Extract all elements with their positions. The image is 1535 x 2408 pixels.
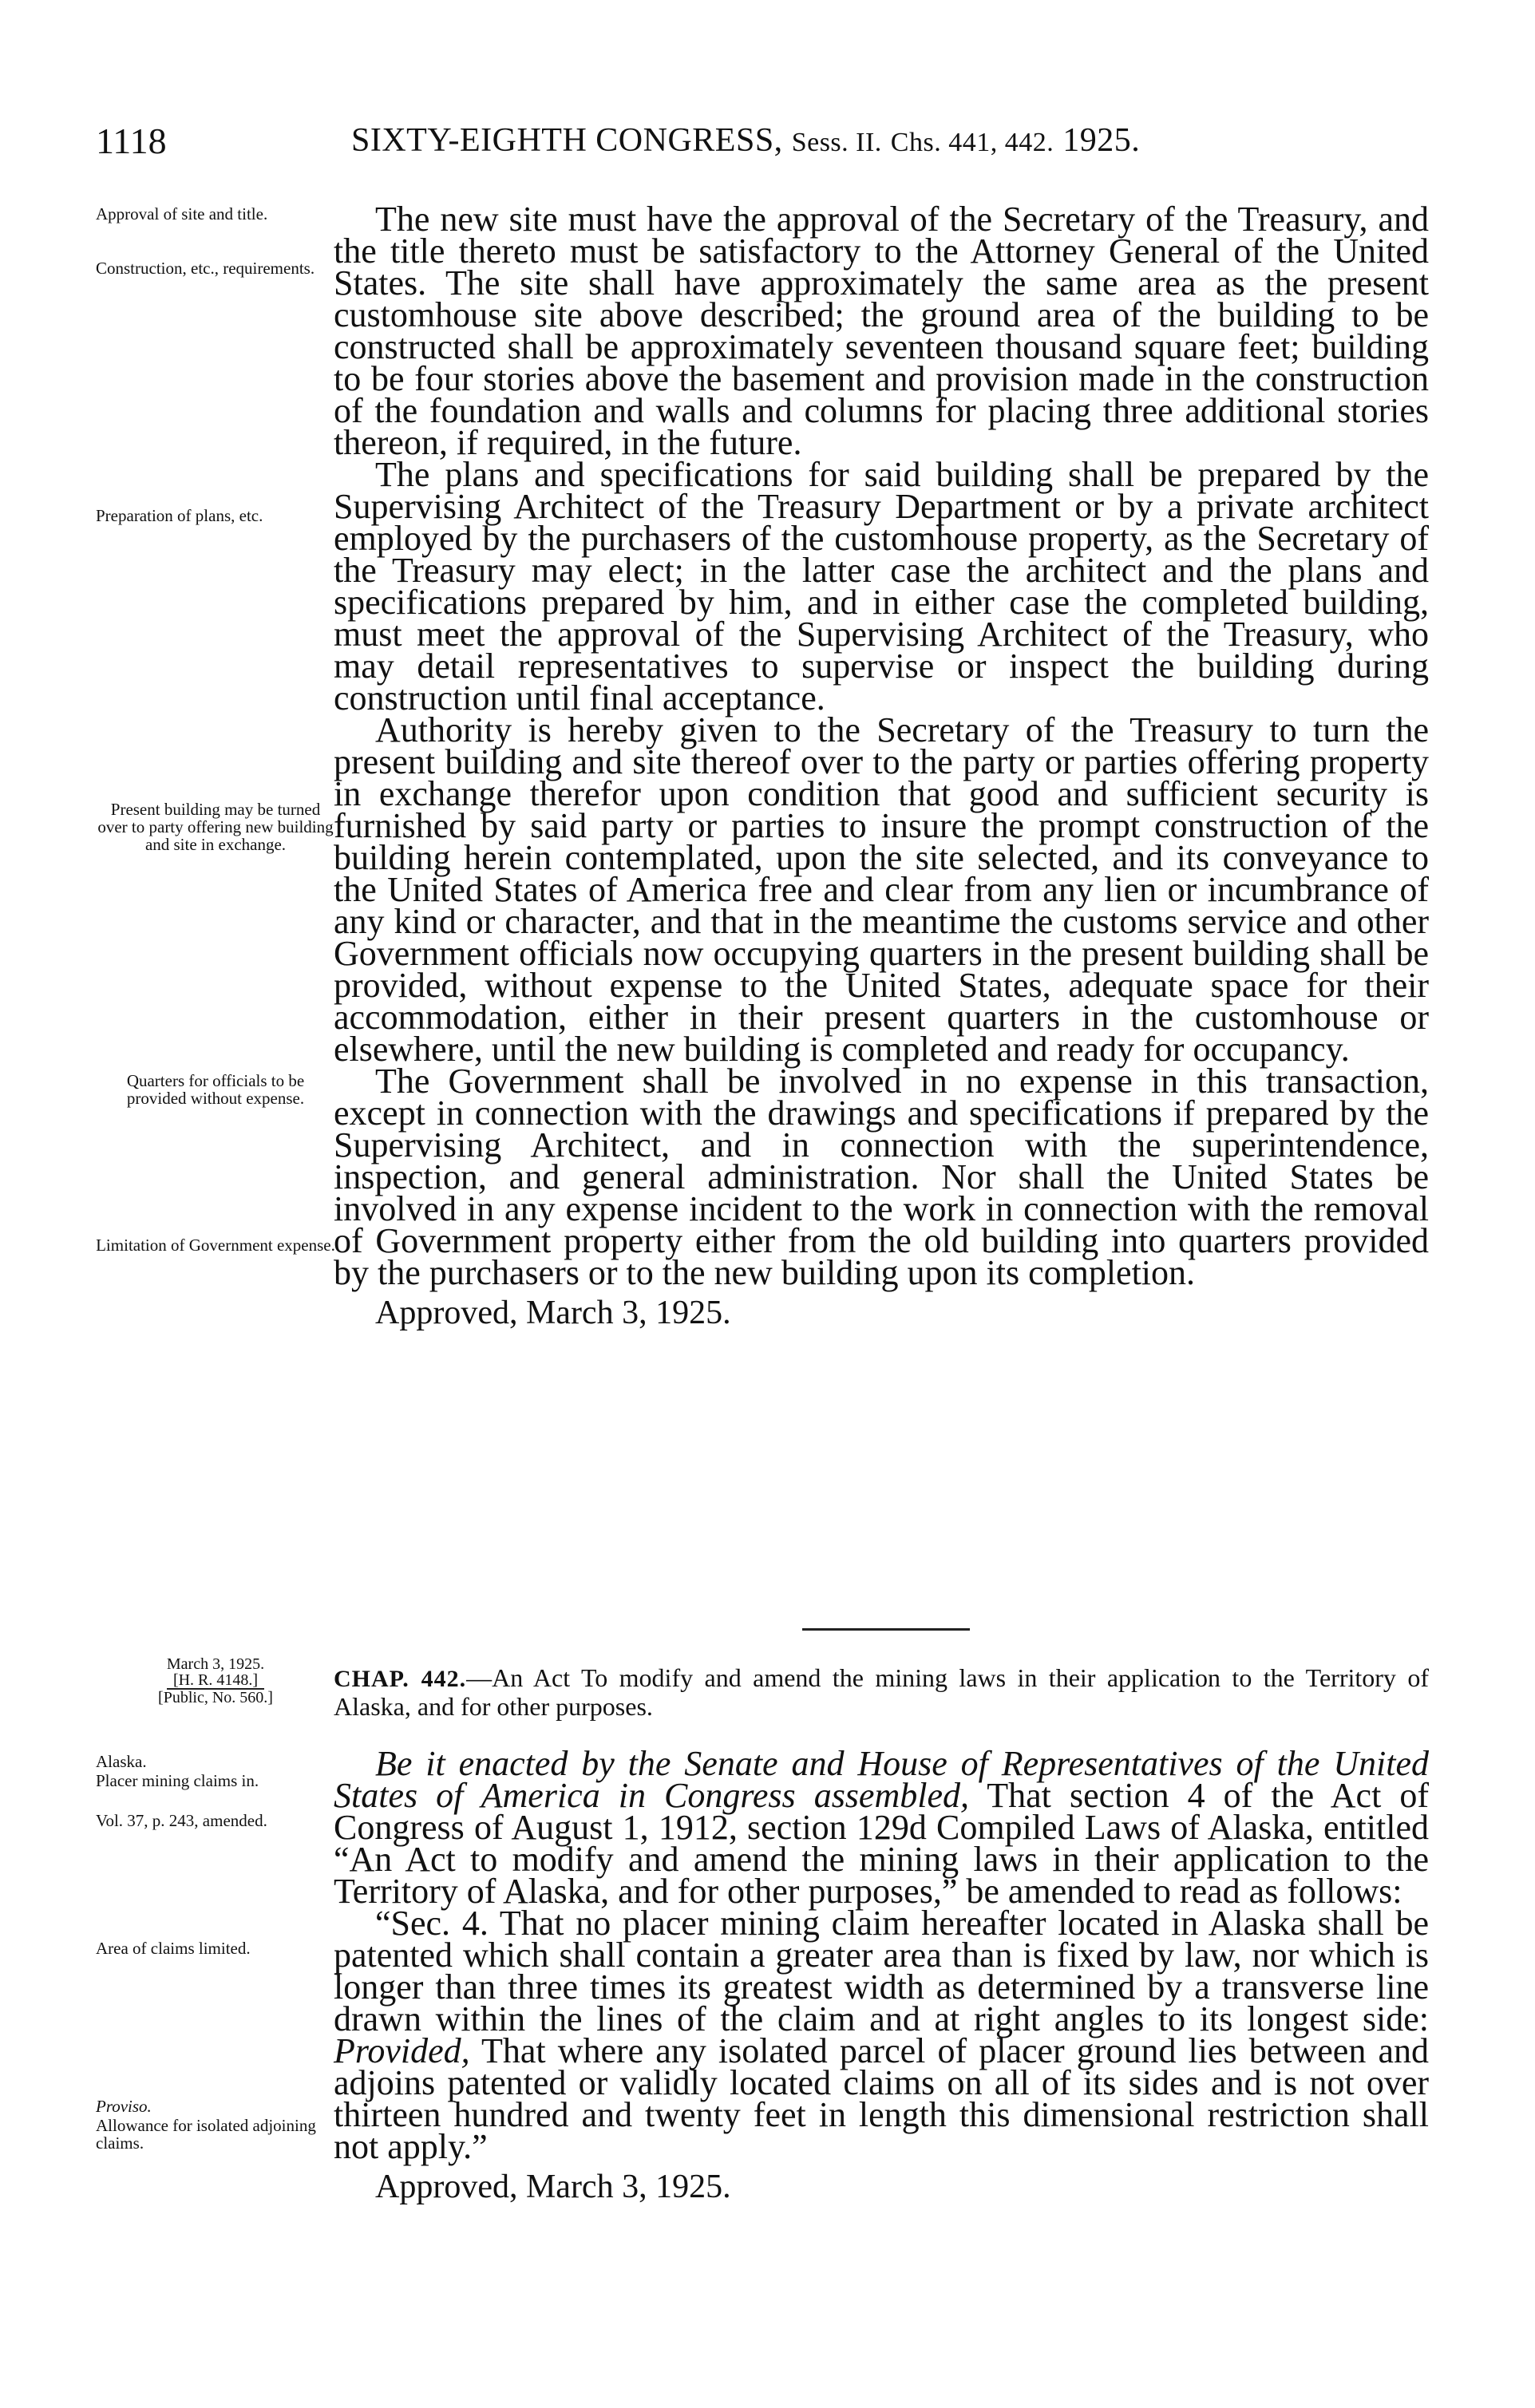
margin-note-area: Area of claims limited. bbox=[96, 1939, 251, 1958]
chapter-date: March 3, 1925. bbox=[166, 1655, 265, 1673]
body-text-442 bbox=[334, 1744, 1429, 2205]
chapter-title: —An Act To modify and amend the mining laws in their application to the Territory of Alaska, and for other purposes. bbox=[334, 1663, 1429, 1721]
paragraph-authority: Authority is hereby given to the Secretary of the Treasury to turn the present building and site thereof over to the party or parties offering property in exchange therefor upon condition that good and sufficient security is furnished by said party or parties to insure the prompt construction of the building herein contemplated, upon the site selected, and its conveyance to the United States of America free and clear from any lien or incumbrance of any kind or character, and that in the meantime the customs service and other Government officials now occupying quarters in the present building shall be provided, without expense to the United States, adequate space for their accommodation, either in their present quarters in the customhouse or elsewhere, until the new building is completed and ready for occupancy. bbox=[334, 710, 1429, 1069]
section-divider bbox=[802, 1628, 970, 1631]
proviso-text: That where any isolated parcel of placer ground lies between and adjoins patented or validly located claims on all of its sides and is not over thirteen hundred and twenty feet in length this dimensional restriction shall not apply.” bbox=[334, 2031, 1429, 2166]
chapter-441-section bbox=[96, 200, 1437, 1576]
margin-note-preparation: Preparation of plans, etc. bbox=[96, 506, 263, 525]
paragraph-plans: The plans and specifications for said building shall be prepared by the Supervising Architect of the Treasury Department or by a private architect employed by the purchasers of the customhouse property, as the Secretary of the Treasury may elect; in the latter case the architect and the plans and specifications prepared by him, and in either case the completed building, must meet the approval of the Supervising Architect of the Treasury, who may detail representatives to supervise or inspect the building during construction until final acceptance. bbox=[334, 455, 1429, 718]
running-header bbox=[96, 120, 1437, 176]
chapters-label: Chs. 441, 442. bbox=[890, 128, 1054, 157]
amendment-text: That section 4 of the Act of Congress of August 1, 1912, section 129d Compiled Laws of Alaska, entitled “An Act to modify and amend the mining laws in their application to the Territory of Alaska, and for other purposes,” be amended to read as follows: bbox=[334, 1776, 1429, 1911]
bill-number: [H. R. 4148.] bbox=[167, 1672, 264, 1690]
provided-label: Provided, bbox=[334, 2031, 470, 2070]
approved-date-442: Approved, March 3, 1925. bbox=[375, 2169, 731, 2205]
margin-note-placer: Placer mining claims in. bbox=[96, 1771, 259, 1790]
page-number: 1118 bbox=[96, 121, 167, 161]
paragraph-government-expense: The Government shall be involved in no expense in this transaction, except in connection with the drawings and specifications if prepared by the Supervising Architect, and in connection with the superintendence, inspection, and general administration. Nor shall the United States be involved in any expense incident to the work in connection with the removal of Government property either from the old building into quarters provided by the purchasers or to the new building upon its completion. bbox=[334, 1062, 1429, 1292]
public-law-number: [Public, No. 560.] bbox=[158, 1689, 273, 1706]
margin-note-allowance: Allowance for isolated adjoining claims. bbox=[96, 2116, 316, 2153]
year-label: 1925. bbox=[1062, 122, 1141, 159]
margin-note-present-building: Present building may be turned over to party offering new building and site in exchange. bbox=[97, 800, 334, 854]
margin-note-approval-site: Approval of site and title. bbox=[96, 204, 268, 223]
chapter-442-heading bbox=[334, 1664, 1429, 1720]
chapter-442-margin bbox=[96, 1656, 335, 1706]
running-title bbox=[351, 121, 1140, 160]
chapter-442-section bbox=[96, 1744, 1437, 2355]
chapter-label: CHAP. 442. bbox=[334, 1666, 467, 1692]
paragraph-section-4 bbox=[334, 1904, 1429, 2166]
section-label: “Sec. 4. bbox=[375, 1904, 489, 1943]
paragraph-site-approval: The new site must have the approval of the Secretary of the Treasury, and the title thereto must be satisfactory to the Attorney General of the United States. The site shall have approximately the same area as the present customhouse site above described; the ground area of the building to be constructed shall be approximately seventeen thousand square feet; building to be four stories above the basement and provision made in the construction of the foundation and walls and columns for placing three additional stories thereon, if required, in the future. bbox=[334, 200, 1429, 462]
approved-date: Approved, March 3, 1925. bbox=[375, 1295, 731, 1331]
margin-note-vol: Vol. 37, p. 243, amended. bbox=[96, 1811, 267, 1830]
enacting-clause: Be it enacted by the Senate and House of Representatives of the United States of America in Congress assembled, bbox=[334, 1744, 1429, 1815]
paragraph-enacting bbox=[334, 1744, 1429, 1911]
margin-note-construction: Construction, etc., requirements. bbox=[96, 259, 315, 278]
margin-note-quarters: Quarters for officials to be provided without expense. bbox=[126, 1071, 305, 1108]
margin-note-proviso: Proviso. bbox=[96, 2097, 152, 2116]
session-label: Sess. II. bbox=[791, 128, 882, 157]
body-text bbox=[334, 200, 1429, 1331]
margin-note-limitation: Limitation of Government expense. bbox=[96, 1236, 335, 1255]
congress-title: SIXTY-EIGHTH CONGRESS, bbox=[351, 122, 783, 159]
margin-note-alaska: Alaska. bbox=[96, 1752, 147, 1771]
section-4-text: That no placer mining claim hereafter located in Alaska shall be patented which shall contain a greater area than is fixed by law, nor which is longer than three times its greatest width as determined by a transverse line drawn within the lines of the claim and at right angles to its longest side: bbox=[334, 1904, 1429, 2038]
